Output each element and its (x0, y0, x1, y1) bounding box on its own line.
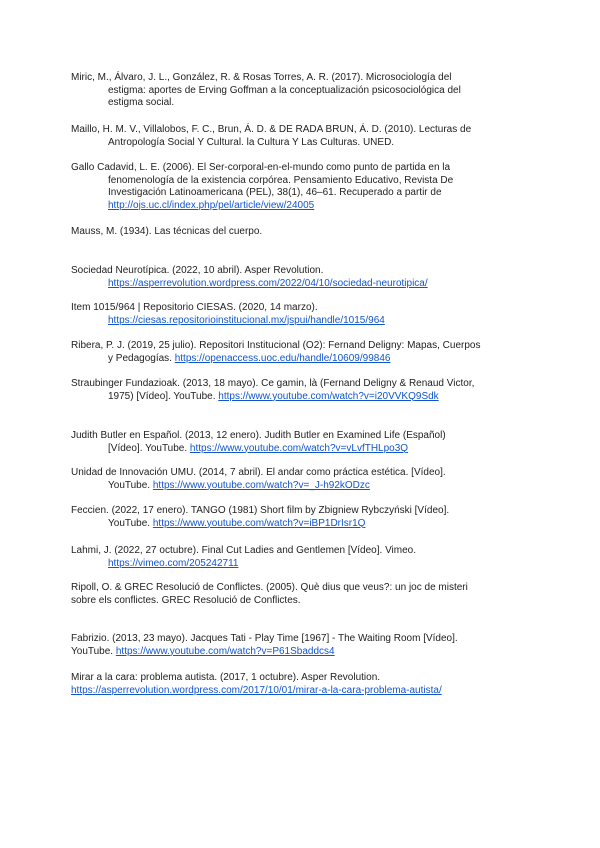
reference-entry (71, 582, 531, 607)
reference-link[interactable]: http://ojs.uc.cl/index.php/pel/article/view/24005 (108, 199, 315, 211)
reference-text: Mauss, M. (1934). Las técnicas del cuerpo. (71, 226, 263, 237)
reference-entry (71, 124, 531, 149)
reference-text: estigma social. (108, 97, 175, 109)
reference-link[interactable]: https://asperrevolution.wordpress.com/2017/10/01/mirar-a-la-cara-problema-autista/ (71, 684, 442, 696)
reference-entry (71, 467, 531, 492)
reference-text: YouTube. (71, 645, 114, 657)
reference-link[interactable]: https://vimeo.com/205242711 (108, 557, 239, 569)
reference-link[interactable]: https://openaccess.uoc.edu/handle/10609/99846 (174, 352, 391, 364)
reference-text: Investigación Latinoamericana (PEL), 38(1), 46–61. Recuperado a partir de (108, 187, 442, 199)
reference-text: Maillo, H. M. V., Villalobos, F. C., Brun, Á. D. & DE RADA BRUN, Á. D. (2010). Lecturas de (71, 124, 472, 135)
reference-link[interactable]: https://www.youtube.com/watch?v=_J-h92kODzc (152, 479, 370, 491)
reference-entry (71, 302, 531, 327)
reference-link[interactable]: https://www.youtube.com/watch?v=P61Sbaddcs4 (115, 645, 335, 657)
reference-text: Sociedad Neurotípica. (2022, 10 abril). Asper Revolution. (71, 265, 324, 276)
reference-text: Judith Butler en Español. (2013, 12 enero). Judith Butler en Examined Life (Español) (71, 430, 446, 441)
reference-text: Ribera, P. J. (2019, 25 julio). Repositori Institucional (O2): Fernand Deligny: Mapas, Cuerpos (71, 340, 481, 351)
reference-text: y Pedagogías. (108, 352, 172, 364)
reference-entry (71, 378, 531, 403)
reference-text: Lahmi, J. (2022, 27 octubre). Final Cut Ladies and Gentlemen [Vídeo]. Vimeo. (71, 545, 417, 556)
reference-text: Miric, M., Álvaro, J. L., González, R. & Rosas Torres, A. R. (2017). Microsociología del (71, 72, 452, 83)
reference-text: Item 1015/964 | Repositorio CIESAS. (2020, 14 marzo). (71, 302, 318, 313)
reference-text: Mirar a la cara: problema autista. (2017, 1 octubre). Asper Revolution. (71, 672, 381, 683)
reference-entry (71, 162, 531, 212)
reference-text: estigma: aportes de Erving Goffman a la conceptualización psicosociológica del (108, 84, 461, 96)
reference-link[interactable]: https://www.youtube.com/watch?v=vLvfTHLpo3Q (189, 442, 409, 454)
reference-text: Gallo Cadavid, L. E. (2006). El Ser-corporal-en-el-mundo como punto de partida en la (71, 162, 451, 173)
reference-text: Feccien. (2022, 17 enero). TANGO (1981) Short film by Zbigniew Rybczyński [Vídeo]. (71, 505, 450, 516)
reference-text: Antropología Social Y Cultural. la Cultura Y Las Culturas. UNED. (108, 136, 395, 148)
reference-text: Fabrizio. (2013, 23 mayo). Jacques Tati - Play Time [1967] - The Waiting Room [Vídeo]. (71, 633, 458, 644)
reference-entry (71, 672, 531, 697)
reference-entry (71, 72, 531, 110)
reference-text: 1975) [Vídeo]. YouTube. (108, 390, 216, 402)
reference-text: Unidad de Innovación UMU. (2014, 7 abril). El andar como práctica estética. [Vídeo]. (71, 467, 446, 478)
reference-entry (71, 505, 531, 530)
reference-entry (71, 430, 531, 455)
reference-entry (71, 226, 531, 239)
reference-entry (71, 633, 531, 658)
reference-text: Ripoll, O. & GREC Resolució de Conflictes. (2005). Què dius que veus?: un joc de misteri (71, 582, 468, 593)
reference-text: YouTube. (108, 479, 151, 491)
reference-text: [Vídeo]. YouTube. (108, 442, 188, 454)
reference-text: YouTube. (108, 517, 151, 529)
reference-link[interactable]: https://www.youtube.com/watch?v=i20VVKQ9Sdk (218, 390, 439, 402)
reference-text: fenomenología de la existencia corpórea. Pensamiento Educativo, Revista De (108, 174, 454, 186)
reference-entry (71, 265, 531, 290)
reference-entry (71, 545, 531, 570)
reference-link[interactable]: https://www.youtube.com/watch?v=iBP1DrIsr1Q (152, 517, 366, 529)
reference-link[interactable]: https://ciesas.repositorioinstitucional.mx/jspui/handle/1015/964 (108, 314, 385, 326)
reference-text: sobre els conflictes. GREC Resolució de Conflictes. (71, 594, 301, 606)
reference-link[interactable]: https://asperrevolution.wordpress.com/2022/04/10/sociedad-neurotipica/ (108, 277, 428, 289)
reference-text: Straubinger Fundazioak. (2013, 18 mayo). Ce gamin, là (Fernand Deligny & Renaud Victor, (71, 378, 475, 389)
reference-entry (71, 340, 531, 365)
